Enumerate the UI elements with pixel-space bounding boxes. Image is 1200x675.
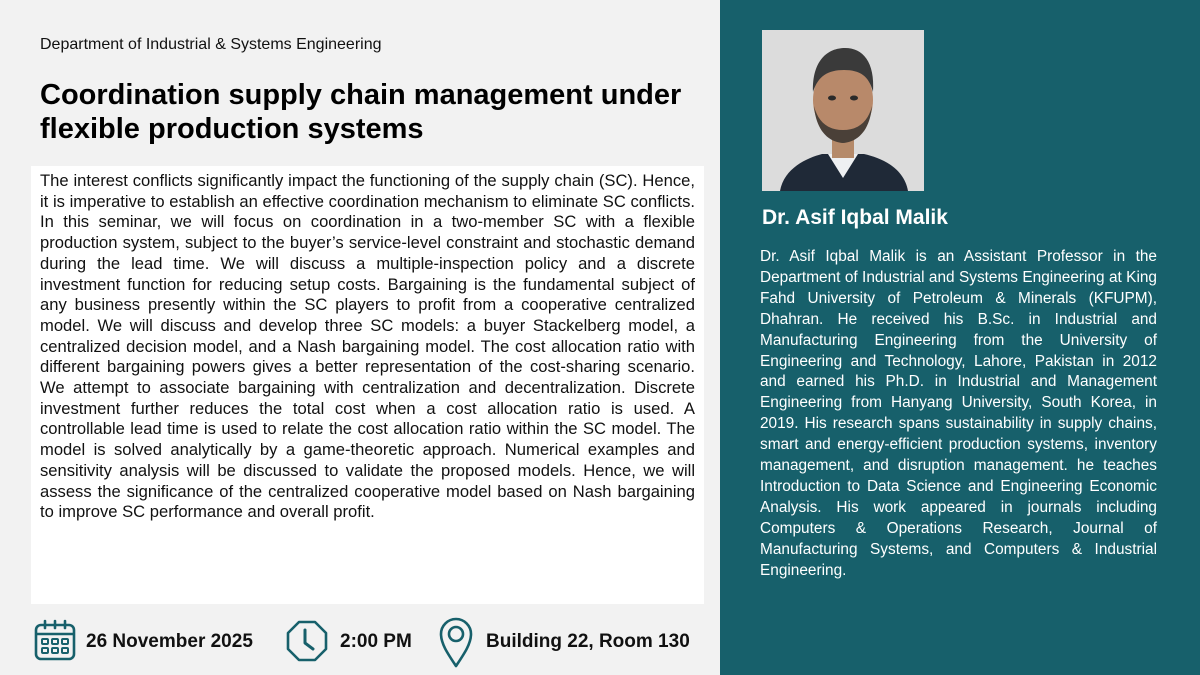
clock-icon — [285, 619, 329, 663]
speaker-panel — [720, 0, 1200, 675]
event-time — [285, 616, 435, 668]
calendar-icon — [33, 619, 77, 663]
speaker-bio: Dr. Asif Iqbal Malik is an Assistant Professor in the Department of Industrial and Systems Engineering at King Fahd University of Petroleum & Minerals (KFUPM), Dhahran. He received his B.Sc. in Industrial and Manufacturing Engineering from the University of Engineering and Technology, Lahore, Pakistan in 2012 and earned his Ph.D. in Industrial and Management Engineering from Hanyang University, South Korea, in 2019. His research spans sustainability in supply chains, smart and energy-efficient production systems, inventory management, and disruption management. he teaches Introduction to Data Science and Engineering Economic Analysis. His work appeared in journals including Computers & Operations Research, Journal of Manufacturing Systems, and Computers & Industrial Engineering. — [760, 248, 1157, 579]
speaker-photo — [762, 30, 924, 191]
event-location-label: Building 22, Room 130 — [486, 631, 690, 652]
speaker-name: Dr. Asif Iqbal Malik — [762, 206, 948, 229]
abstract-text: The interest conflicts significantly impact the functioning of the supply chain (SC). Hence, it is imperative to establish an effective coordination mechanism to eliminate SC conflicts. In this seminar, we will focus on coordination in a two-member SC with a flexible production system, subject to the buyer’s service-level constraint and stochastic demand during the lead time. We will discuss a multiple-inspection policy and a discrete investment function for reducing setup costs. Bargaining is the fundamental subject of any business presently within the SC players to profit from a cooperative centralized model. We will discuss and develop three SC models: a buyer Stackelberg model, a centralized decision model, and a Nash bargaining model. The cost allocation ratio with different bargaining powers gives a better representation of the cost-sharing scenario. We attempt to associate bargaining with centralization and decentralization. Discrete investment further reduces the total cost when a cost allocation ratio is used. A controllable lead time is used to relate the cost allocation ratio within the SC model. The model is solved analytically by a game-theoretic approach. Numerical examples and sensitivity analysis will be discussed to validate the proposed models. Hence, we will assess the significance of the centralized cooperative model based on Nash bargaining to improve SC performance and overall profit. — [40, 171, 695, 522]
event-date-label: 26 November 2025 — [86, 631, 253, 652]
map-pin-icon — [438, 616, 474, 668]
event-location — [438, 616, 708, 668]
abstract-box — [31, 166, 704, 604]
event-time-label: 2:00 PM — [340, 631, 412, 652]
department-name: Department of Industrial & Systems Engineering — [40, 36, 382, 53]
seminar-title: Coordination supply chain management under flexible production systems — [40, 79, 682, 145]
event-date — [33, 616, 283, 668]
